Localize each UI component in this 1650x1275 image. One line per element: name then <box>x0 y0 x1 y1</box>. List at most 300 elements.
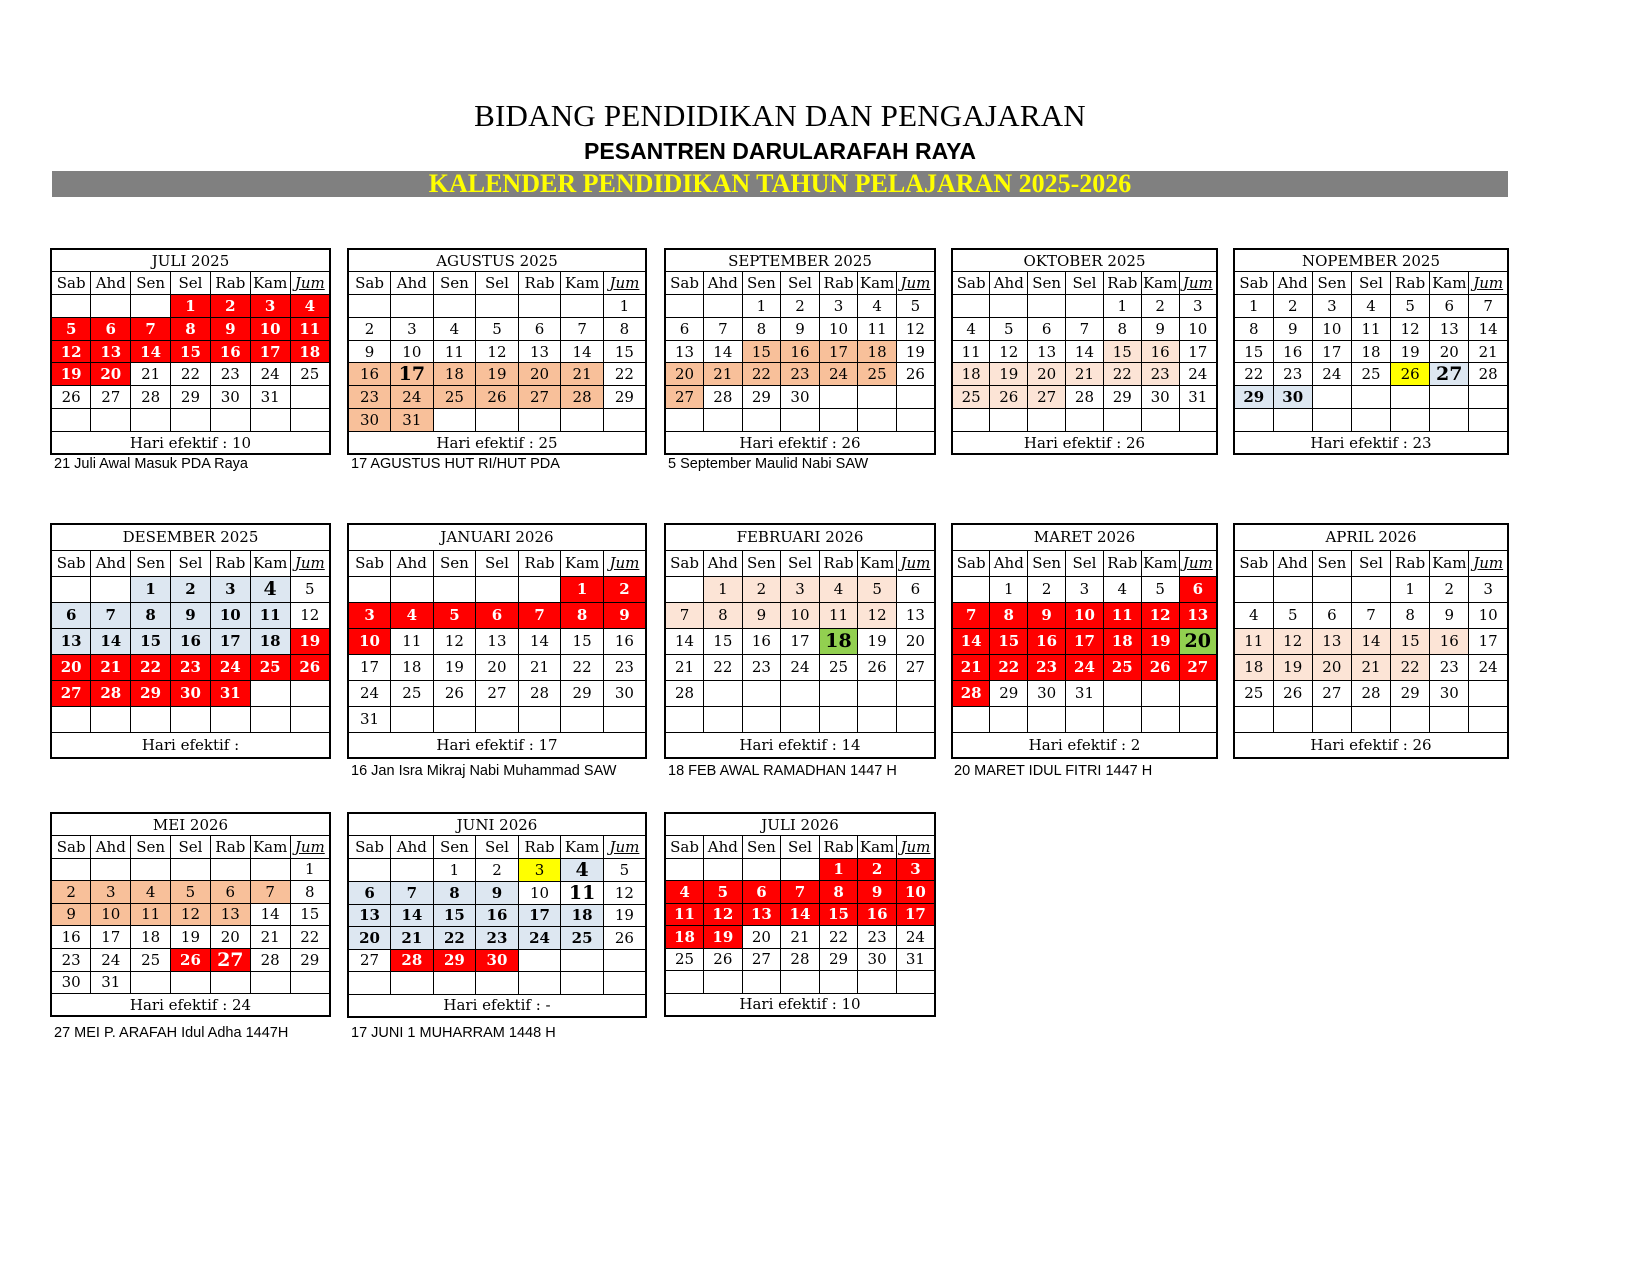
day-cell: 12 <box>704 903 743 926</box>
day-cell: 14 <box>704 340 743 363</box>
day-cell: 31 <box>250 386 290 409</box>
day-cell: 3 <box>1066 576 1104 602</box>
day-cell: 8 <box>131 602 171 628</box>
day-cell: 8 <box>742 317 781 340</box>
empty-cell <box>819 706 858 732</box>
empty-cell <box>1066 706 1104 732</box>
empty-cell <box>210 706 250 732</box>
day-cell: 9 <box>1273 317 1312 340</box>
month-juli-2026 <box>664 812 936 1017</box>
day-cell: 11 <box>1351 317 1390 340</box>
day-cell: 14 <box>131 340 171 363</box>
day-cell: 23 <box>781 363 820 386</box>
month-table <box>347 523 647 759</box>
day-cell: 8 <box>819 881 858 904</box>
day-cell: 15 <box>131 628 171 654</box>
day-cell: 7 <box>91 602 131 628</box>
day-cell: 3 <box>819 295 858 318</box>
day-cell: 13 <box>51 628 91 654</box>
day-cell: 30 <box>51 971 91 994</box>
day-cell: 15 <box>990 628 1028 654</box>
empty-cell <box>665 858 704 881</box>
day-cell: 7 <box>131 317 171 340</box>
empty-cell <box>1351 706 1390 732</box>
weekday-rab: Rab <box>210 550 250 576</box>
weekday-kam: Kam <box>858 272 897 295</box>
day-cell: 1 <box>742 295 781 318</box>
day-cell: 17 <box>896 903 935 926</box>
empty-cell <box>131 295 171 318</box>
day-cell: 26 <box>704 948 743 971</box>
empty-cell <box>781 971 820 994</box>
day-cell: 1 <box>1103 295 1141 318</box>
empty-cell <box>665 409 704 432</box>
empty-cell <box>518 706 561 732</box>
day-cell: 13 <box>518 340 561 363</box>
day-cell: 25 <box>250 654 290 680</box>
day-cell: 9 <box>51 903 91 926</box>
weekday-sel: Sel <box>781 272 820 295</box>
day-cell: 27 <box>1430 363 1469 386</box>
day-cell: 17 <box>391 363 434 386</box>
empty-cell <box>704 971 743 994</box>
day-cell: 8 <box>990 602 1028 628</box>
day-cell: 10 <box>896 881 935 904</box>
day-cell: 18 <box>858 340 897 363</box>
empty-cell <box>476 295 519 318</box>
weekday-rab: Rab <box>819 272 858 295</box>
day-cell: 20 <box>51 654 91 680</box>
day-cell: 20 <box>91 363 131 386</box>
day-cell: 29 <box>603 386 646 409</box>
day-cell: 22 <box>561 654 604 680</box>
day-cell: 24 <box>391 386 434 409</box>
month-nopember-2025 <box>1233 248 1509 455</box>
weekday-sel: Sel <box>171 836 211 859</box>
empty-cell <box>561 295 604 318</box>
empty-cell <box>1179 680 1217 706</box>
note-juni-2026: 17 JUNI 1 MUHARRAM 1448 H <box>351 1025 556 1041</box>
day-cell: 5 <box>171 881 211 904</box>
day-cell: 20 <box>1179 628 1217 654</box>
day-cell: 6 <box>896 576 935 602</box>
day-cell: 21 <box>518 654 561 680</box>
day-cell: 7 <box>250 881 290 904</box>
day-cell: 4 <box>131 881 171 904</box>
day-cell: 20 <box>896 628 935 654</box>
day-cell: 10 <box>518 881 561 904</box>
day-cell: 26 <box>990 386 1028 409</box>
effective-days: Hari efektif : 25 <box>348 432 646 455</box>
month-title: JUNI 2026 <box>348 813 646 836</box>
day-cell: 19 <box>1391 340 1430 363</box>
day-cell: 25 <box>819 654 858 680</box>
day-cell: 17 <box>518 904 561 927</box>
empty-cell <box>1234 576 1273 602</box>
month-table <box>664 248 936 455</box>
day-cell: 17 <box>91 926 131 949</box>
month-table <box>1233 248 1509 455</box>
empty-cell <box>131 706 171 732</box>
empty-cell <box>51 706 91 732</box>
empty-cell <box>1141 409 1179 432</box>
day-cell: 15 <box>1103 340 1141 363</box>
day-cell: 2 <box>1028 576 1066 602</box>
month-juni-2026 <box>347 812 647 1018</box>
weekday-ahd: Ahd <box>1273 550 1312 576</box>
empty-cell <box>665 576 704 602</box>
day-cell: 21 <box>781 926 820 949</box>
day-cell: 30 <box>171 680 211 706</box>
empty-cell <box>348 576 391 602</box>
day-cell: 28 <box>704 386 743 409</box>
day-cell: 19 <box>290 628 330 654</box>
day-cell: 28 <box>250 948 290 971</box>
day-cell: 17 <box>250 340 290 363</box>
weekday-jum: Jum <box>603 550 646 576</box>
day-cell: 19 <box>603 904 646 927</box>
month-mei-2026 <box>50 812 331 1017</box>
day-cell: 4 <box>1103 576 1141 602</box>
empty-cell <box>476 706 519 732</box>
calendar-banner: KALENDER PENDIDIKAN TAHUN PELAJARAN 2025-2026 <box>52 171 1508 197</box>
empty-cell <box>51 409 91 432</box>
empty-cell <box>91 706 131 732</box>
day-cell: 17 <box>210 628 250 654</box>
empty-cell <box>433 409 476 432</box>
day-cell: 5 <box>603 858 646 881</box>
day-cell: 21 <box>704 363 743 386</box>
day-cell: 3 <box>1179 295 1217 318</box>
day-cell: 25 <box>1351 363 1390 386</box>
day-cell: 13 <box>210 903 250 926</box>
day-cell: 12 <box>990 340 1028 363</box>
day-cell: 16 <box>348 363 391 386</box>
day-cell: 23 <box>603 654 646 680</box>
day-cell: 10 <box>348 628 391 654</box>
empty-cell <box>1312 706 1351 732</box>
day-cell: 23 <box>476 927 519 950</box>
day-cell: 12 <box>1391 317 1430 340</box>
day-cell: 28 <box>665 680 704 706</box>
month-januari-2026 <box>347 523 647 759</box>
weekday-ahd: Ahd <box>391 272 434 295</box>
day-cell: 2 <box>348 317 391 340</box>
day-cell: 19 <box>171 926 211 949</box>
empty-cell <box>210 858 250 881</box>
day-cell: 28 <box>91 680 131 706</box>
day-cell: 13 <box>1179 602 1217 628</box>
empty-cell <box>433 576 476 602</box>
day-cell: 29 <box>171 386 211 409</box>
day-cell: 11 <box>433 340 476 363</box>
day-cell: 29 <box>1103 386 1141 409</box>
day-cell: 14 <box>561 340 604 363</box>
day-cell: 23 <box>51 948 91 971</box>
day-cell: 16 <box>603 628 646 654</box>
day-cell: 7 <box>561 317 604 340</box>
day-cell: 26 <box>1273 680 1312 706</box>
empty-cell <box>1103 680 1141 706</box>
day-cell: 10 <box>250 317 290 340</box>
day-cell: 13 <box>91 340 131 363</box>
note-agustus-2025: 17 AGUSTUS HUT RI/HUT PDA <box>351 456 560 472</box>
day-cell: 22 <box>1103 363 1141 386</box>
day-cell: 20 <box>476 654 519 680</box>
empty-cell <box>250 706 290 732</box>
day-cell: 8 <box>290 881 330 904</box>
weekday-rab: Rab <box>1103 550 1141 576</box>
weekday-kam: Kam <box>250 550 290 576</box>
weekday-sen: Sen <box>742 550 781 576</box>
day-cell: 13 <box>476 628 519 654</box>
day-cell: 5 <box>51 317 91 340</box>
empty-cell <box>896 680 935 706</box>
weekday-rab: Rab <box>1391 272 1430 295</box>
weekday-sab: Sab <box>51 272 91 295</box>
empty-cell <box>819 409 858 432</box>
month-table <box>664 812 936 1017</box>
empty-cell <box>561 949 604 972</box>
weekday-rab: Rab <box>1103 272 1141 295</box>
weekday-kam: Kam <box>1430 272 1469 295</box>
day-cell: 10 <box>1066 602 1104 628</box>
month-title: OKTOBER 2025 <box>952 249 1217 272</box>
day-cell: 6 <box>518 317 561 340</box>
day-cell: 24 <box>1312 363 1351 386</box>
empty-cell <box>858 409 897 432</box>
month-maret-2026 <box>951 523 1218 759</box>
day-cell: 15 <box>819 903 858 926</box>
note-januari-2026: 16 Jan Isra Mikraj Nabi Muhammad SAW <box>351 763 617 779</box>
day-cell: 24 <box>250 363 290 386</box>
day-cell: 12 <box>858 602 897 628</box>
day-cell: 21 <box>952 654 990 680</box>
weekday-sab: Sab <box>348 272 391 295</box>
day-cell: 30 <box>1430 680 1469 706</box>
day-cell: 6 <box>348 881 391 904</box>
day-cell: 28 <box>1066 386 1104 409</box>
weekday-sel: Sel <box>1351 550 1390 576</box>
empty-cell <box>290 706 330 732</box>
day-cell: 3 <box>348 602 391 628</box>
empty-cell <box>665 971 704 994</box>
empty-cell <box>391 858 434 881</box>
weekday-ahd: Ahd <box>990 550 1028 576</box>
day-cell: 29 <box>131 680 171 706</box>
day-cell: 3 <box>896 858 935 881</box>
weekday-kam: Kam <box>250 272 290 295</box>
month-title: SEPTEMBER 2025 <box>665 249 935 272</box>
day-cell: 4 <box>1234 602 1273 628</box>
day-cell: 9 <box>348 340 391 363</box>
weekday-sel: Sel <box>476 550 519 576</box>
day-cell: 19 <box>704 926 743 949</box>
day-cell: 28 <box>391 949 434 972</box>
day-cell: 20 <box>210 926 250 949</box>
day-cell: 22 <box>290 926 330 949</box>
empty-cell <box>1312 386 1351 409</box>
day-cell: 28 <box>1351 680 1390 706</box>
empty-cell <box>91 858 131 881</box>
day-cell: 7 <box>1066 317 1104 340</box>
day-cell: 15 <box>171 340 211 363</box>
weekday-sel: Sel <box>781 550 820 576</box>
empty-cell <box>250 858 290 881</box>
day-cell: 5 <box>433 602 476 628</box>
day-cell: 27 <box>210 948 250 971</box>
day-cell: 7 <box>952 602 990 628</box>
empty-cell <box>1430 409 1469 432</box>
day-cell: 5 <box>896 295 935 318</box>
empty-cell <box>896 706 935 732</box>
day-cell: 13 <box>1430 317 1469 340</box>
day-cell: 18 <box>433 363 476 386</box>
weekday-ahd: Ahd <box>704 272 743 295</box>
day-cell: 4 <box>290 295 330 318</box>
empty-cell <box>665 295 704 318</box>
day-cell: 4 <box>858 295 897 318</box>
weekday-sel: Sel <box>1066 272 1104 295</box>
weekday-ahd: Ahd <box>91 836 131 859</box>
effective-days: Hari efektif : 10 <box>665 993 935 1016</box>
effective-days: Hari efektif : 10 <box>51 431 330 454</box>
day-cell: 26 <box>51 386 91 409</box>
day-cell: 19 <box>1273 654 1312 680</box>
day-cell: 4 <box>391 602 434 628</box>
day-cell: 2 <box>51 881 91 904</box>
day-cell: 8 <box>561 602 604 628</box>
empty-cell <box>561 972 604 995</box>
day-cell: 13 <box>1028 340 1066 363</box>
day-cell: 22 <box>171 363 211 386</box>
weekday-sab: Sab <box>952 550 990 576</box>
weekday-ahd: Ahd <box>704 550 743 576</box>
day-cell: 2 <box>1273 295 1312 318</box>
day-cell: 11 <box>952 340 990 363</box>
day-cell: 23 <box>210 363 250 386</box>
day-cell: 5 <box>1273 602 1312 628</box>
empty-cell <box>433 706 476 732</box>
empty-cell <box>210 971 250 994</box>
month-table <box>50 523 331 759</box>
empty-cell <box>781 409 820 432</box>
empty-cell <box>742 706 781 732</box>
day-cell: 23 <box>1430 654 1469 680</box>
month-title: APRIL 2026 <box>1234 524 1508 550</box>
day-cell: 16 <box>476 904 519 927</box>
day-cell: 2 <box>171 576 211 602</box>
empty-cell <box>290 680 330 706</box>
weekday-ahd: Ahd <box>1273 272 1312 295</box>
weekday-jum: Jum <box>896 272 935 295</box>
day-cell: 6 <box>210 881 250 904</box>
empty-cell <box>561 409 604 432</box>
day-cell: 9 <box>858 881 897 904</box>
day-cell: 26 <box>603 927 646 950</box>
day-cell: 20 <box>1430 340 1469 363</box>
day-cell: 28 <box>561 386 604 409</box>
month-title: JANUARI 2026 <box>348 524 646 550</box>
day-cell: 14 <box>391 904 434 927</box>
weekday-rab: Rab <box>518 550 561 576</box>
day-cell: 23 <box>171 654 211 680</box>
day-cell: 6 <box>91 317 131 340</box>
weekday-rab: Rab <box>518 836 561 859</box>
day-cell: 14 <box>665 628 704 654</box>
day-cell: 11 <box>1234 628 1273 654</box>
day-cell: 30 <box>603 680 646 706</box>
day-cell: 15 <box>1234 340 1273 363</box>
day-cell: 31 <box>896 948 935 971</box>
day-cell: 7 <box>665 602 704 628</box>
day-cell: 11 <box>1103 602 1141 628</box>
day-cell: 31 <box>348 706 391 732</box>
day-cell: 25 <box>561 927 604 950</box>
day-cell: 16 <box>171 628 211 654</box>
day-cell: 6 <box>1179 576 1217 602</box>
day-cell: 27 <box>518 386 561 409</box>
day-cell: 15 <box>561 628 604 654</box>
month-agustus-2025 <box>347 248 647 455</box>
day-cell: 12 <box>171 903 211 926</box>
month-title: MARET 2026 <box>952 524 1217 550</box>
day-cell: 17 <box>819 340 858 363</box>
day-cell: 16 <box>1141 340 1179 363</box>
empty-cell <box>1028 295 1066 318</box>
weekday-sel: Sel <box>476 836 519 859</box>
day-cell: 7 <box>781 881 820 904</box>
day-cell: 14 <box>781 903 820 926</box>
empty-cell <box>433 295 476 318</box>
weekday-ahd: Ahd <box>91 550 131 576</box>
weekday-rab: Rab <box>518 272 561 295</box>
empty-cell <box>171 971 211 994</box>
empty-cell <box>476 972 519 995</box>
weekday-sab: Sab <box>1234 550 1273 576</box>
day-cell: 16 <box>1028 628 1066 654</box>
effective-days: Hari efektif : 26 <box>1234 732 1508 758</box>
day-cell: 14 <box>91 628 131 654</box>
day-cell: 5 <box>1141 576 1179 602</box>
day-cell: 2 <box>781 295 820 318</box>
day-cell: 9 <box>1141 317 1179 340</box>
month-title: NOPEMBER 2025 <box>1234 249 1508 272</box>
day-cell: 8 <box>704 602 743 628</box>
day-cell: 21 <box>391 927 434 950</box>
empty-cell <box>518 295 561 318</box>
empty-cell <box>1469 409 1508 432</box>
day-cell: 6 <box>51 602 91 628</box>
empty-cell <box>1103 706 1141 732</box>
note-juli-2025: 21 Juli Awal Masuk PDA Raya <box>54 456 248 472</box>
weekday-jum: Jum <box>1179 272 1217 295</box>
month-title: JULI 2025 <box>51 249 330 272</box>
month-title: DESEMBER 2025 <box>51 524 330 550</box>
day-cell: 30 <box>781 386 820 409</box>
month-table <box>951 523 1218 759</box>
day-cell: 17 <box>348 654 391 680</box>
empty-cell <box>51 858 91 881</box>
day-cell: 16 <box>1430 628 1469 654</box>
day-cell: 25 <box>391 680 434 706</box>
day-cell: 26 <box>171 948 211 971</box>
empty-cell <box>391 706 434 732</box>
empty-cell <box>858 971 897 994</box>
day-cell: 8 <box>1103 317 1141 340</box>
day-cell: 9 <box>781 317 820 340</box>
effective-days: Hari efektif : 17 <box>348 732 646 758</box>
